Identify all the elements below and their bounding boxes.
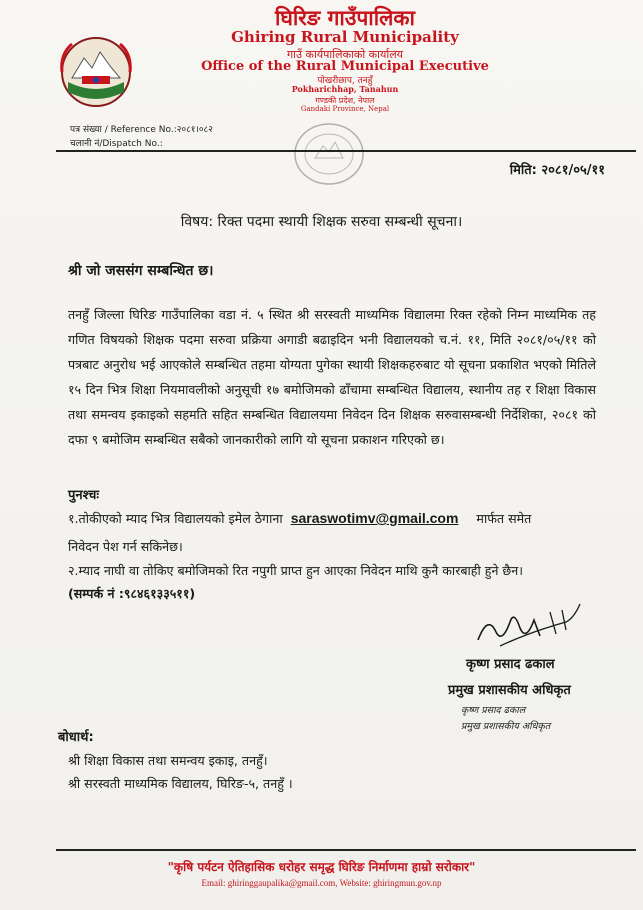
cc-heading: बोधार्थ:: [58, 730, 94, 745]
stamp-title: प्रमुख प्रशासकीय अधिकृत: [461, 721, 551, 732]
footer-contact: Email: ghiringgaupalika@gmail.com, Website: ghiringmun.gov.np: [201, 878, 442, 888]
letterhead-english-address: Pokharichhap, Tanahun: [291, 84, 399, 94]
handwritten-signature: [470, 592, 590, 652]
office-seal-stamp: [290, 118, 368, 190]
letterhead-english-province: Gandaki Province, Nepal: [300, 105, 390, 113]
signatory-name-stamp: [461, 703, 581, 735]
letter-date: मिति: २०८१/०५/११: [509, 163, 605, 178]
postscript-line-1: [68, 510, 608, 527]
body-paragraph: तनहुँ जिल्ला घिरिङ गाउँपालिका वडा नं. ५ स्थित श्री सरस्वती माध्यमिक विद्यालमा रिक्त रहेको निम्न माध्यमिक तह गणित विषयको शिक्षक पदमा सरुवा प्रक्रिया अगाडी बढाइदिन भनी विद्यालयको च.नं. ११, मिति २०८१/०५/११ को पत्रबाट अनुरोध भई आएकोले सम्बन्धित तहमा योग्यता पुगेका स्थायी शिक्षकहरुबाट यो सूचना प्रकाशित भएको मितिले १५ दिन भित्र शिक्षा नियमावलीको अनुसूची १७ बमोजिमको ढाँचामा सम्बन्धित विद्यालय, स्थानीय तह र शिक्षा विकास तथा समन्वय इकाइको सहमति सहित सम्बन्धित विद्यालयमा निवेदन दिन शिक्षक सरुवासम्बन्धी निर्देशिका, २०८१ को दफा ९ बमोजिम सम्बन्धित सबैको जानकारीको लागि यो सूचना प्रकाशन गरिएको छ।: [68, 307, 596, 447]
signatory-name: कृष्ण प्रसाद ढकाल: [466, 657, 555, 672]
letterhead-english-office: Office of the Rural Municipal Executive: [201, 59, 489, 74]
letterhead-nepali-province: गण्डकी प्रदेश, नेपाल: [315, 96, 375, 105]
letterhead-nepali-title: घिरिङ गाउँपालिका: [275, 5, 415, 30]
header-divider: [56, 150, 636, 152]
reference-number: पत्र संख्या / Reference No.:२०८१।०८२: [70, 125, 213, 135]
cc-item: श्री सरस्वती माध्यमिक विद्यालय, घिरिङ-५, तनहुँ ।: [68, 776, 293, 791]
letterhead-nepali-office: गाउँ कार्यपालिकाको कार्यालय: [286, 48, 404, 61]
nepal-emblem-logo: [58, 34, 134, 110]
footer-divider: [56, 849, 636, 851]
postscript-line-1-tail: मार्फत समेत: [476, 511, 532, 526]
cc-item: श्री शिक्षा विकास तथा समन्वय इकाइ, तनहुँ।: [68, 753, 268, 768]
postscript-heading: पुनश्चः: [68, 488, 100, 503]
dispatch-number: चलानी नं/Dispatch No.:: [70, 139, 163, 149]
postscript-line-1-text: १.तोकीएको म्याद भित्र विद्यालयको इमेल ठेगाना: [68, 511, 283, 526]
postscript-line-2: निवेदन पेश गर्न सकिनेछ।: [68, 539, 183, 554]
contact-number: (सम्पर्क नं :९८४६१३३५११): [68, 586, 196, 601]
postscript-line-3: २.म्याद नाघी वा तोकिए बमोजिमको रित नपुगी प्राप्त हुन आएका निवेदन माथि कुनै कारबाही हुने छैन।: [68, 563, 524, 578]
letterhead-english-title: Ghiring Rural Municipality: [231, 28, 459, 46]
stamp-name: कृष्ण प्रसाद ढकाल: [461, 705, 526, 716]
salutation: श्री जो जससंग सम्बन्धित छ।: [68, 263, 214, 279]
school-email-link[interactable]: saraswotimv@gmail.com: [290, 510, 459, 526]
letter-subject: विषय: रिक्त पदमा स्थायी शिक्षक सरुवा सम्बन्धी सूचना।: [180, 214, 463, 230]
letterhead-nepali-address: पोखरीछाप, तनहुँ: [317, 76, 373, 86]
footer-slogan: "कृषि पर्यटन ऐतिहासिक धरोहर समृद्ध घिरिङ निर्माणमा हाम्रो सरोकार": [167, 860, 476, 874]
signatory-title: प्रमुख प्रशासकीय अधिकृत: [448, 683, 571, 698]
